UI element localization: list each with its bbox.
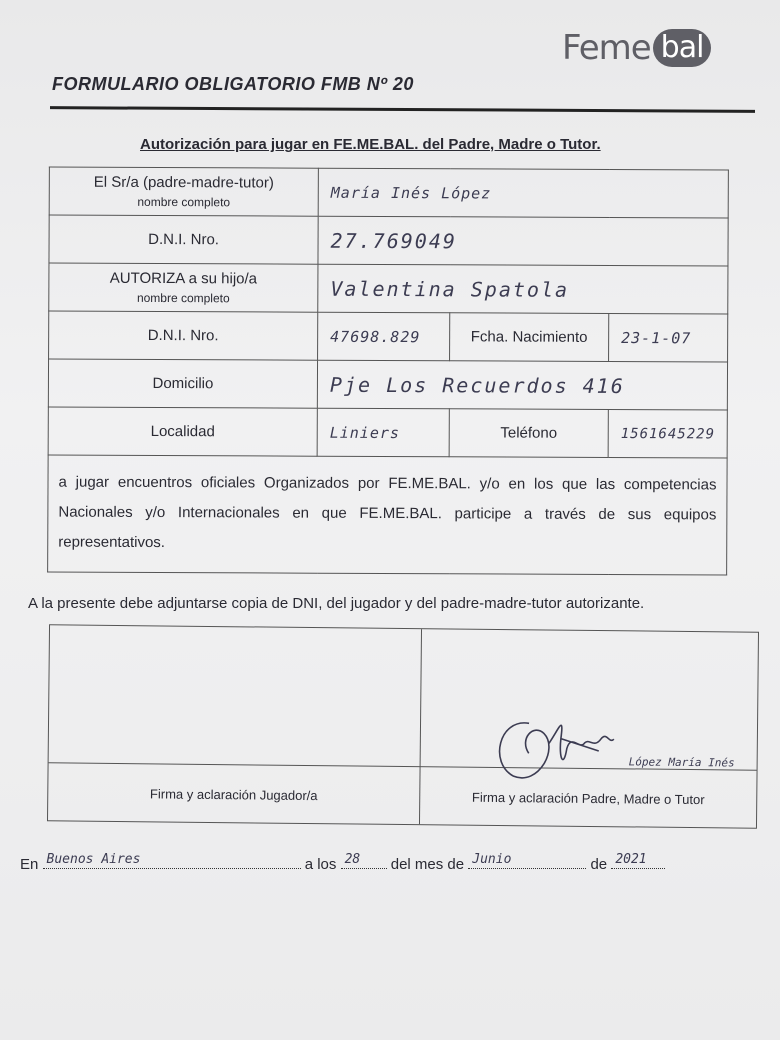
femebal-logo [562, 28, 711, 68]
de-label: de [590, 856, 608, 873]
logo-text: Feme [562, 28, 651, 68]
city-field[interactable]: Liniers [317, 408, 449, 457]
birth-date-label: Fcha. Nacimiento [450, 313, 609, 362]
parent-signature [488, 708, 629, 784]
en-label: En [20, 856, 39, 873]
authorization-text: a jugar encuentros oficiales Organizados por FE.ME.BAL. y/o en los que las competencias Nacionales y/o Internacionales en que FE.ME.BAL. participe a través de sus equipos representativos. [48, 455, 728, 575]
del-mes-de-label: del mes de [390, 856, 465, 873]
month-field[interactable] [468, 852, 586, 869]
parent-label: El Sr/a (padre-madre-tutor) [93, 173, 274, 192]
authorization-table [47, 167, 729, 576]
logo-badge: bal [653, 29, 712, 67]
parent-name-field[interactable]: María Inés López [318, 168, 728, 218]
address-label: Domicilio [48, 359, 317, 408]
player-signature-label: Firma y aclaración Jugador/a [149, 786, 318, 804]
parent-name-label-cell [49, 167, 318, 216]
attachment-note: A la presente debe adjuntarse copia de DNI, del jugador y del padre-madre-tutor autorizante. [28, 595, 645, 612]
title-rule [50, 106, 755, 113]
child-label: AUTORIZA a su hijo/a [109, 269, 258, 288]
form-title: FORMULARIO OBLIGATORIO FMB Nº 20 [52, 74, 414, 94]
parent-sublabel: nombre completo [137, 194, 231, 210]
year-field[interactable] [611, 852, 665, 869]
month-value: Junio [472, 852, 512, 867]
place-date-line [20, 852, 665, 873]
a-los-label: a los [304, 856, 337, 873]
year-value: 2021 [615, 852, 647, 867]
child-name-label-cell [49, 263, 318, 312]
child-dni-field[interactable]: 47698.829 [318, 312, 450, 361]
phone-label: Teléfono [449, 409, 608, 458]
child-sublabel: nombre completo [136, 290, 230, 306]
parent-signature-name: López María Inés [628, 755, 735, 770]
dni1-label: D.N.I. Nro. [49, 215, 318, 264]
city-label: Localidad [48, 407, 317, 456]
address-field[interactable]: Pje Los Recuerdos 416 [317, 360, 727, 410]
parent-dni-field[interactable]: 27.769049 [318, 216, 728, 266]
child-name-field[interactable]: Valentina Spatola [318, 264, 728, 314]
day-field[interactable] [341, 852, 387, 869]
phone-field[interactable]: 1561645229 [608, 409, 727, 458]
place-field[interactable] [43, 852, 301, 869]
signature-box [47, 624, 759, 828]
birth-date-field[interactable]: 23-1-07 [609, 313, 728, 362]
day-value: 28 [344, 852, 361, 867]
parent-signature-label: Firma y aclaración Padre, Madre o Tutor [471, 789, 705, 808]
form-subtitle: Autorización para jugar en FE.ME.BAL. del Padre, Madre o Tutor. [140, 136, 601, 153]
dni2-label: D.N.I. Nro. [49, 311, 318, 360]
place-value: Buenos Aires [46, 852, 141, 867]
